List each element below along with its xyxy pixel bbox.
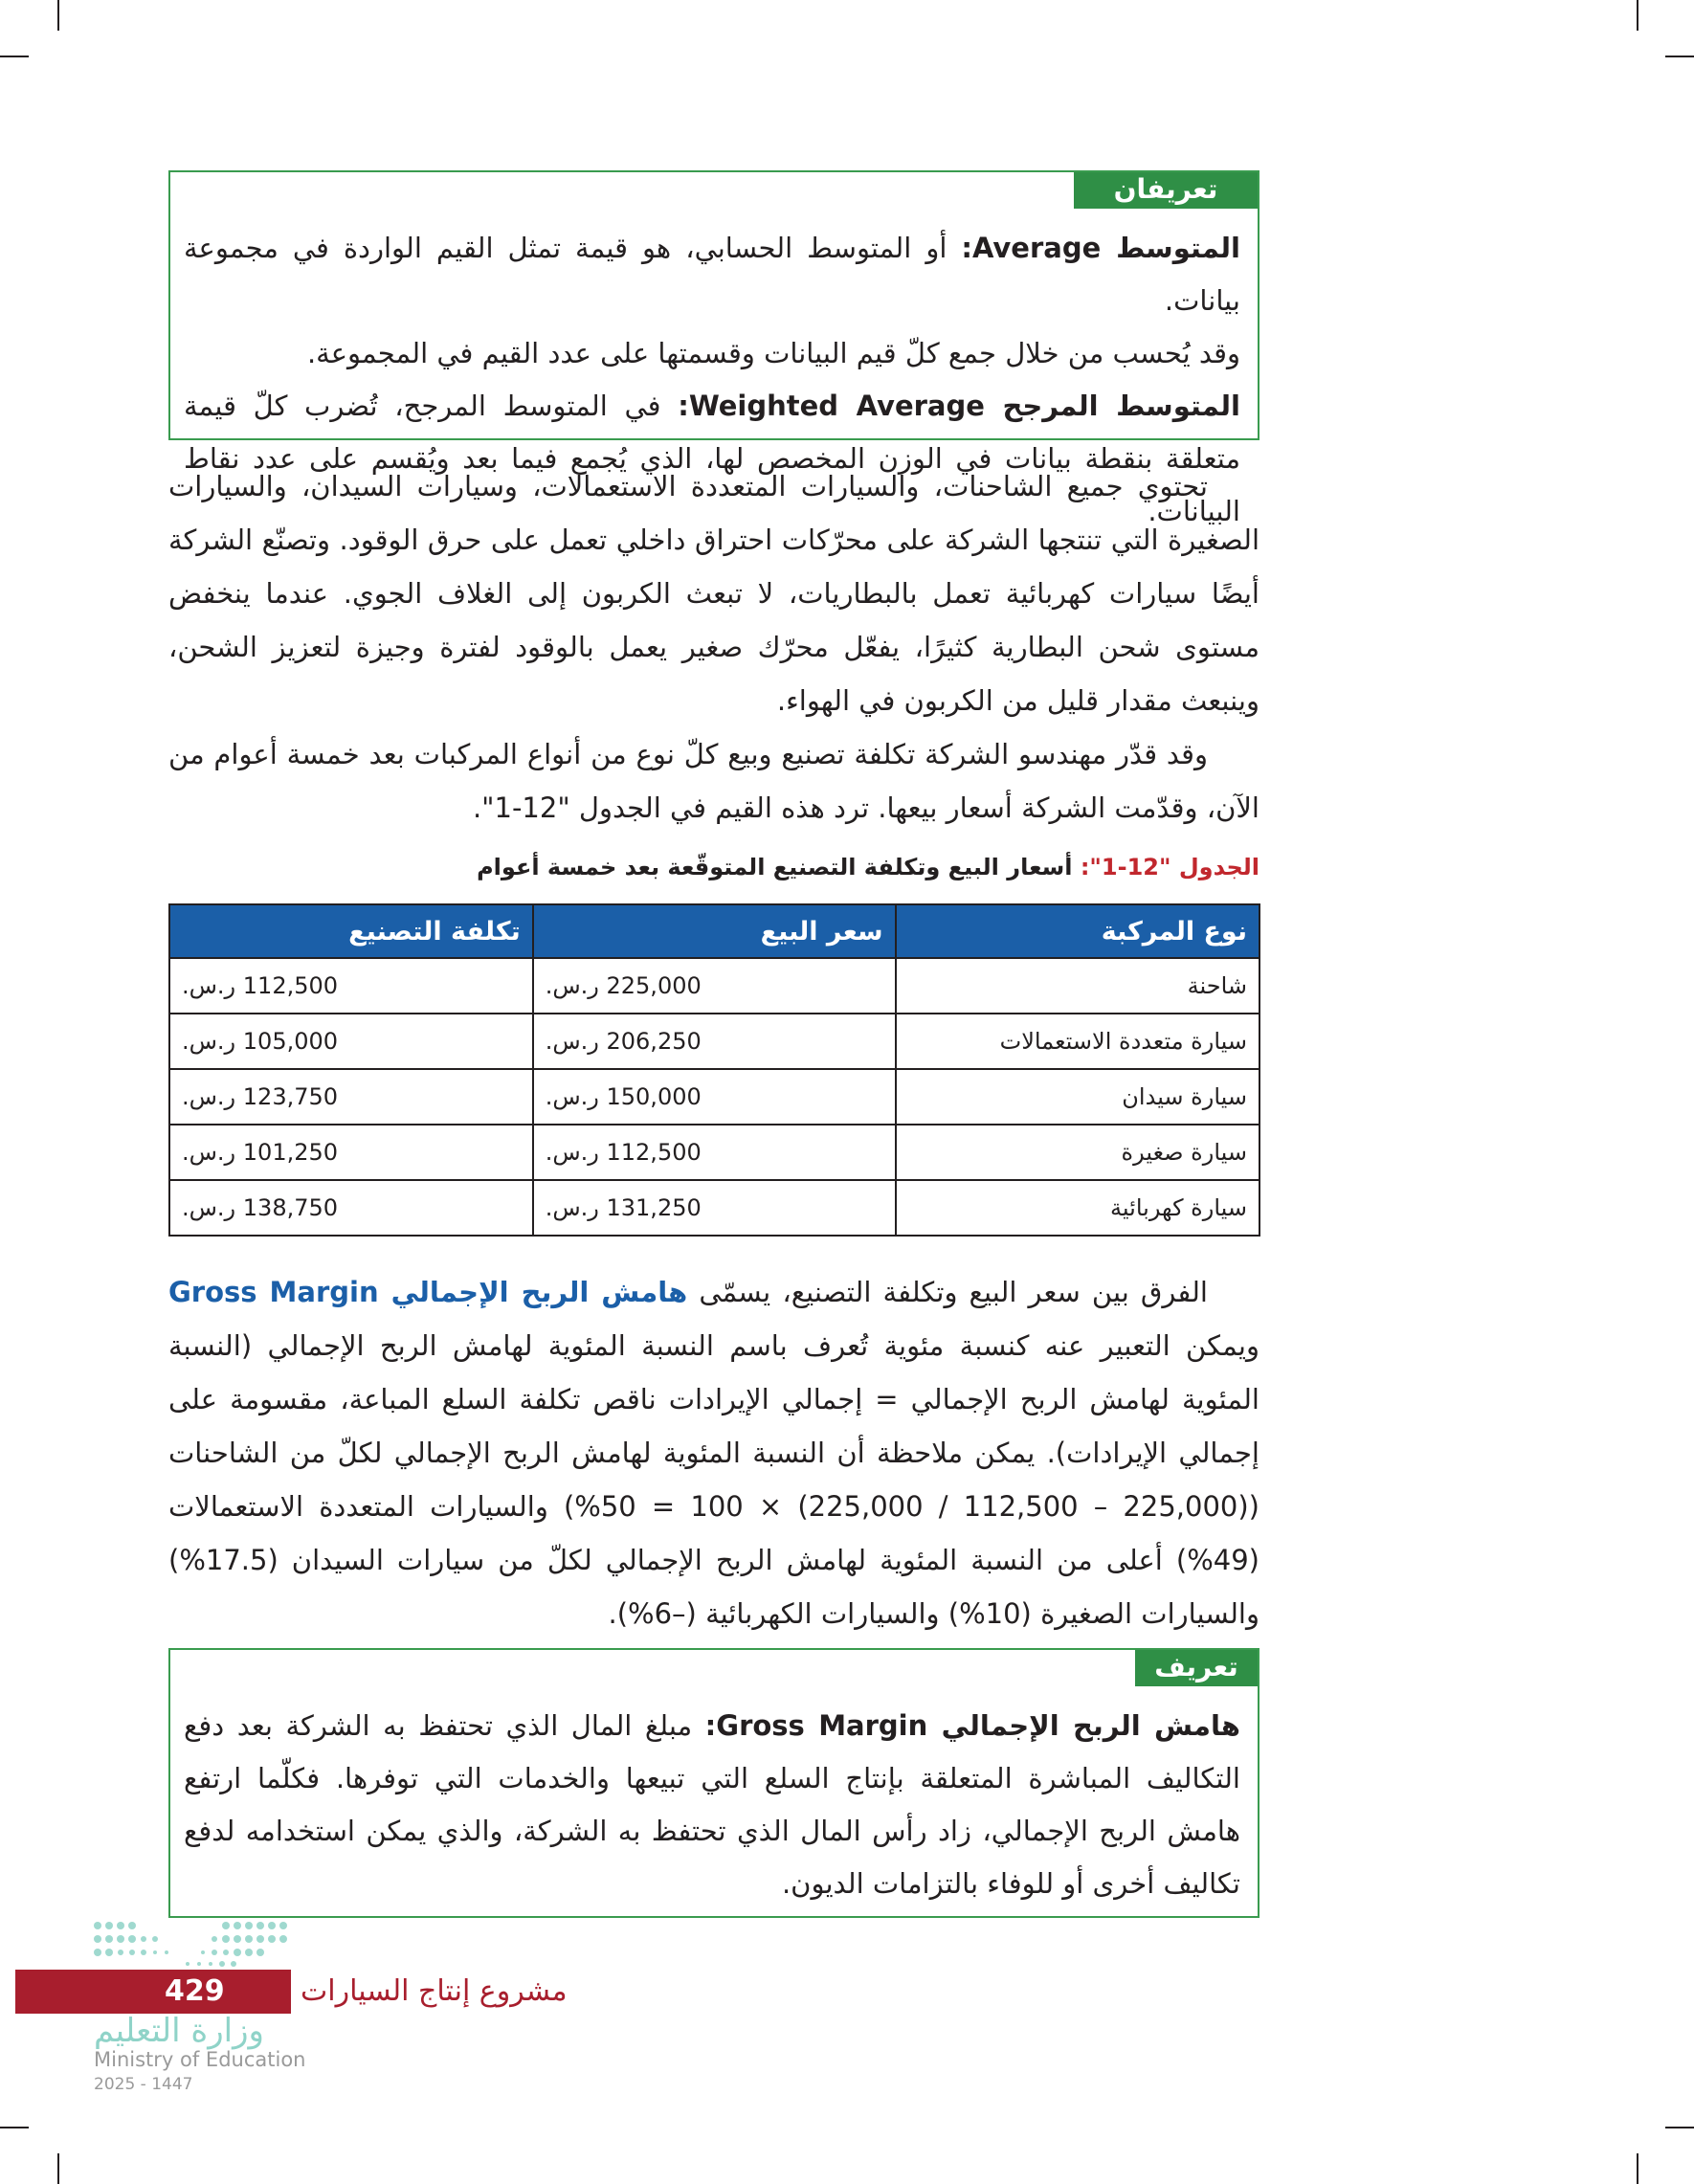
paragraph-engineers: وقد قدّر مهندسو الشركة تكلفة تصنيع وبيع كلّ نوع من أنواع المركبات بعد خمسة أعوام من الآن، وقدّمت الشركة أسعار بيعها. ترد هذه القيم في الجدول "12-1".: [168, 738, 1259, 824]
table-title: أسعار البيع وتكلفة التصنيع المتوقّعة بعد خمسة أعوام: [477, 854, 1081, 880]
paragraph-gross-margin: الفرق بين سعر البيع وتكلفة التصنيع، يسمّى هامش الربح الإجمالي Gross Margin ويمكن التعبير عنه كنسبة مئوية تُعرف باسم النسبة المئوية لهامش الربح الإجمالي (النسبة المئوية لهامش الربح الإجمالي = إجمالي الإيرادات ناقص تكلفة السلع المباعة، مقسومة على إجمالي الإيرادات). يمكن ملاحظة أن النسبة المئوية لهامش الربح الإجمالي لكلّ من الشاحنات ((225,000 – 112,500 / 225,000) × 100 = 50%) والسيارات المتعددة الاستعمالات (49%) أعلى من النسبة المئوية لهامش الربح الإجمالي لكلّ من سيارات السيدان (17.5%) والسيارات الصغيرة (10%) والسيارات الكهربائية (–6%).: [168, 1276, 1259, 1630]
crop-mark: [1637, 2153, 1638, 2184]
term-average: المتوسط Average:: [961, 232, 1240, 264]
cell-cost: 123,750 ر.س.: [169, 1069, 533, 1125]
cell-price: 150,000 ر.س.: [533, 1069, 896, 1125]
definitions-tag: تعريفان: [1074, 172, 1258, 209]
table-row: [169, 1125, 1259, 1180]
cell-cost: 112,500 ر.س.: [169, 958, 533, 1014]
gross-margin-highlight: هامش الربح الإجمالي Gross Margin: [168, 1276, 688, 1308]
cell-price: 131,250 ر.س.: [533, 1180, 896, 1236]
ministry-dots-logo: [92, 1918, 302, 1972]
definition-body: [170, 1650, 1258, 1920]
cell-price: 225,000 ر.س.: [533, 958, 896, 1014]
table-number: الجدول "12-1":: [1080, 854, 1259, 880]
crop-mark: [1665, 56, 1694, 57]
cell-price: 112,500 ر.س.: [533, 1125, 896, 1180]
cell-price: 206,250 ر.س.: [533, 1014, 896, 1069]
page-number: 429: [165, 1974, 225, 2008]
definition-tag: تعريف: [1135, 1650, 1258, 1686]
ministry-name-arabic: وزارة التعليم: [94, 2012, 264, 2050]
table-header-row: [169, 904, 1259, 958]
table-row: [169, 1180, 1259, 1236]
crop-mark: [1637, 0, 1638, 31]
crop-mark: [0, 2127, 29, 2128]
academic-year: 2025 - 1447: [94, 2075, 193, 2094]
term-gross-margin: هامش الربح الإجمالي Gross Margin:: [704, 1709, 1240, 1742]
cell-cost: 105,000 ر.س.: [169, 1014, 533, 1069]
cell-vehicle: سيارة كهربائية: [896, 1180, 1259, 1236]
cell-cost: 138,750 ر.س.: [169, 1180, 533, 1236]
table-caption: [168, 854, 1259, 880]
cell-cost: 101,250 ر.س.: [169, 1125, 533, 1180]
header-vehicle-type: نوع المركبة: [896, 904, 1259, 958]
definition-average: المتوسط Average: أو المتوسط الحسابي، هو قيمة تمثل القيم الواردة في مجموعة بيانات.: [184, 232, 1240, 317]
definitions-box: [168, 170, 1259, 527]
definition-average-continued: وقد يُحسب من خلال جمع كلّ قيم البيانات وقسمتها على عدد القيم في المجموعة.: [306, 337, 1240, 369]
crop-mark: [1665, 2127, 1694, 2128]
table-row: [169, 1014, 1259, 1069]
term-weighted-average: المتوسط المرجح Weighted Average:: [678, 390, 1240, 422]
footer-band: [15, 1970, 293, 2014]
cell-vehicle: سيارة صغيرة: [896, 1125, 1259, 1180]
header-selling-price: سعر البيع: [533, 904, 896, 958]
paragraph-vehicles: تحتوي جميع الشاحنات، والسيارات المتعددة الاستعمالات، وسيارات السيدان، والسيارات الصغيرة التي تنتجها الشركة على محرّكات احتراق داخلي تعمل على حرق الوقود. وتصنّع الشركة أيضًا سيارات كهربائية تعمل بالبطاريات، لا تبعث الكربون إلى الغلاف الجوي. عندما ينخفض مستوى شحن البطارية كثيرًا، يفعّل محرّك صغير يعمل بالوقود لفترة وجيزة لتعزيز الشحن، وينبعث مقدار قليل من الكربون في الهواء.: [168, 470, 1259, 717]
cell-vehicle: شاحنة: [896, 958, 1259, 1014]
project-title: مشروع إنتاج السيارات: [291, 1970, 577, 2014]
crop-mark: [57, 2153, 59, 2184]
cell-vehicle: سيارة متعددة الاستعمالات: [896, 1014, 1259, 1069]
prices-table: [168, 903, 1260, 1237]
header-manufacturing-cost: تكلفة التصنيع: [169, 904, 533, 958]
ministry-name-english: Ministry of Education: [94, 2048, 306, 2071]
definition-box: [168, 1648, 1259, 1918]
crop-mark: [57, 0, 59, 31]
table-row: [169, 958, 1259, 1014]
cell-vehicle: سيارة سيدان: [896, 1069, 1259, 1125]
crop-mark: [0, 56, 29, 57]
definition-weighted-average: المتوسط المرجح Weighted Average: في المتوسط المرجح، تُضرب كلّ قيمة متعلقة بنقطة بيانات في الوزن المخصص لها، الذي يُجمع فيما بعد ويُقسم على عدد نقاط البيانات.: [184, 390, 1240, 527]
table-row: [169, 1069, 1259, 1125]
definition-gross-margin: هامش الربح الإجمالي Gross Margin: مبلغ المال الذي تحتفظ به الشركة بعد دفع التكاليف المباشرة المتعلقة بإنتاج السلع التي تبيعها والخدمات التي توفرها. فكلّما ارتفع هامش الربح الإجمالي، زاد رأس المال الذي تحتفظ به الشركة، والذي يمكن استخدامه لدفع تكاليف أخرى أو للوفاء بالتزامات الديون.: [184, 1709, 1240, 1900]
